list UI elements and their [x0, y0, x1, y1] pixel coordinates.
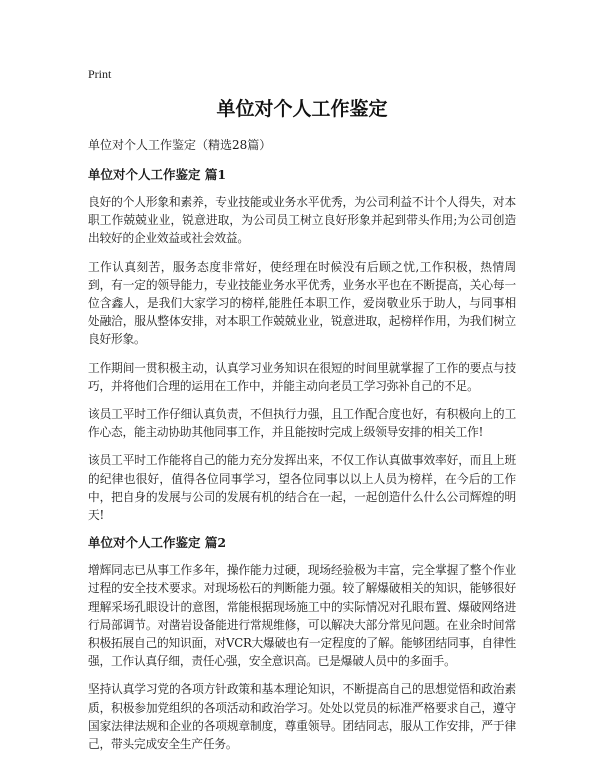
paragraph: 工作期间一贯积极主动，认真学习业务知识在很短的时间里就掌握了工作的要点与技巧，并将他们合理的运用在工作中，并能主动向老员工学习弥补自己的不足。	[88, 360, 516, 393]
paragraph: 增辉同志已从事工作多年，操作能力过硬，现场经验极为丰富，完全掌握了整个作业过程的安全技术要求。对现场松石的判断能力强。较了解爆破相关的知识，能够很好理解采场孔眼设计的意图，常能根据现场施工中的实际情况对孔眼布置、爆破网络进行局部调节。对凿岩设备能进行常规维修，可以解决大部分常见问题。在业余时间常积极拓展自己的知识面，对VCR大爆破也有一定程度的了解。能够团结同事，自律性强，工作认真仔细，责任心强，安全意识高。已是爆破人员中的多面手。	[88, 563, 516, 669]
document-page	[88, 66, 516, 763]
page-title: 单位对个人工作鉴定	[216, 98, 388, 120]
paragraph: 该员工平时工作能将自己的能力充分发挥出来，不仅工作认真做事效率好，而且上班的纪律也很好，值得各位同事学习，望各位同事以以上人员为榜样，在今后的工作中，把自身的发展与公司的发展有机的结合在一起，一起创造什么什么公司辉煌的明天!	[88, 453, 516, 523]
section-heading: 单位对个人工作鉴定 篇2	[88, 535, 227, 551]
section-1	[88, 166, 516, 524]
document-subtitle: 单位对个人工作鉴定（精选28篇）	[88, 138, 272, 152]
paragraph: 工作认真刻苦，服务态度非常好，使经理在时候没有后顾之忧,工作积极，热情周到，有一定的领导能力，专业技能业务水平优秀，业务水平也在不断提高，关心每一位含鑫人，是我们大家学习的榜样,能胜任本职工作，爱岗敬业乐于助人，与同事相处融洽，服从整体安排，对本职工作兢兢业业，锐意进取，起榜样作用，为我们树立良好形象。	[88, 259, 516, 347]
paragraph: 该员工平时工作仔细认真负责，不但执行力强，且工作配合度也好，有积极向上的工作心态，能主动协助其他同事工作，并且能按时完成上级领导安排的相关工作!	[88, 407, 516, 440]
print-link[interactable]: Print	[88, 67, 112, 81]
section-2	[88, 534, 516, 753]
paragraph: 坚持认真学习党的各项方针政策和基本理论知识，不断提高自己的思想觉悟和政治素质，积极参加党组织的各项活动和政治学习。处处以党员的标准严格要求自己，遵守国家法律法规和企业的各项规章制度，尊重领导。团结同志，服从工作安排，严于律己，带头完成安全生产任务。	[88, 682, 516, 752]
paragraph: 良好的个人形象和素养，专业技能或业务水平优秀，为公司利益不计个人得失，对本职工作兢兢业业，锐意进取，为公司员工树立良好形象并起到带头作用;为公司创造出较好的企业效益或社会效益。	[88, 195, 516, 246]
section-heading: 单位对个人工作鉴定 篇1	[88, 167, 227, 182]
